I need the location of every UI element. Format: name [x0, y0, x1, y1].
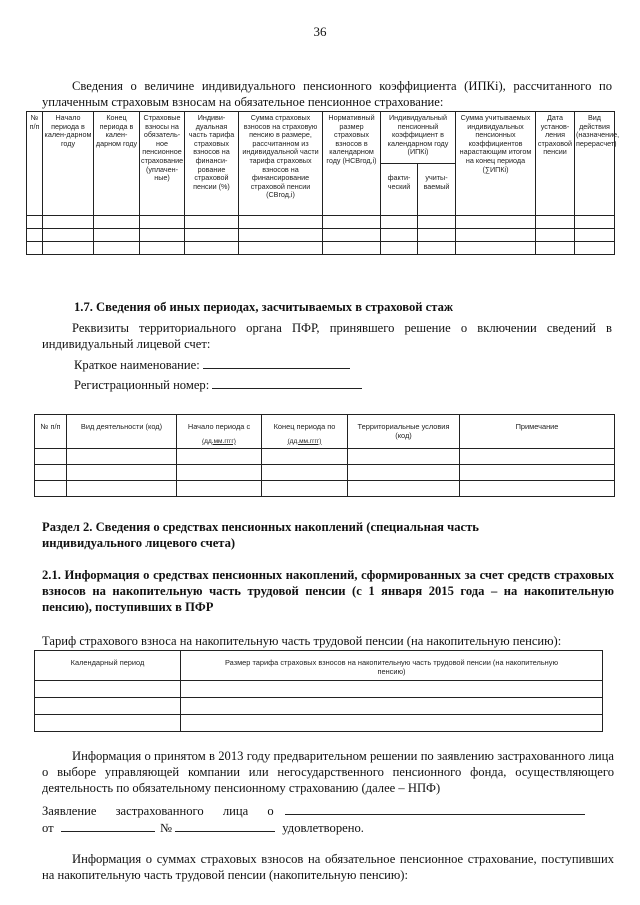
op-col-activity: Вид деятельности (код): [67, 415, 177, 449]
reg-number-row: [74, 377, 474, 393]
tariff-col-size: Размер тарифа страховых взносов на накопительную часть трудовой пенсии (на накопительную пенсию): [181, 651, 603, 681]
s17-heading: 1.7. Сведения об иных периодах, засчитываемых в страховой стаж: [74, 300, 453, 314]
ipk-col-norm: Нормативный размер страховых взносов в календарном году (НСВгод,i): [323, 112, 381, 216]
table-row: [27, 242, 615, 255]
satisfied-text: удовлетворено.: [282, 821, 364, 835]
ipk-col-start: Начало периода в кален-дарном году: [43, 112, 94, 216]
short-name-label: Краткое наименование:: [74, 358, 200, 372]
page-number: 36: [313, 24, 327, 39]
table-row: [27, 229, 615, 242]
op-col-end-format: (дд.мм.гггг): [287, 437, 322, 445]
reg-number-label: Регистрационный номер:: [74, 378, 210, 392]
ipk-col-counted: учиты-ваемый: [418, 164, 456, 216]
table-row: [35, 449, 615, 465]
op-col-end-label: Конец периода по: [273, 422, 336, 431]
table-row: [35, 698, 603, 715]
ipk-col-action: Вид действия (назначение, перерасчет): [575, 112, 615, 216]
op-col-start: [177, 415, 262, 449]
short-name-field[interactable]: [203, 358, 350, 369]
number-label: №: [159, 821, 172, 835]
from-label: от: [42, 821, 54, 835]
decision-info: Информация о принятом в 2013 году предварительном решении по заявлению застрахованного лица о выборе управляющей компании или негосударственного пенсионного фонда, осуществляющего деятельность по обязательному пенсионному страхованию (далее – НПФ): [42, 749, 614, 795]
op-col-start-label: Начало периода с: [187, 422, 251, 431]
statement-date-field[interactable]: [61, 821, 155, 832]
ipk-intro: Сведения о величине индивидуального пенсионного коэффициента (ИПКi), рассчитанного по уплаченным страховым взносам на обязательное пенсионное страхование:: [42, 79, 612, 109]
table-row: [35, 481, 615, 497]
sums-info: Информация о суммах страховых взносов на обязательное пенсионное страхование, поступивших на накопительную часть трудовой пенсии (накопительную пенсию):: [42, 852, 614, 882]
statement-number-field[interactable]: [175, 821, 275, 832]
reg-number-field[interactable]: [212, 378, 362, 389]
table-row: [35, 465, 615, 481]
other-periods-table: [34, 414, 615, 497]
ipk-col-sum: Сумма страховых взносов на страховую пенсию в размере, рассчитанном из индивидуальной части тарифа страховых взносов на финансирование страховой пенсии (СВгод,i): [239, 112, 323, 216]
ipk-col-contrib: Страховые взносы на обязатель-ное пенсионное страхование (уплачен-ные): [140, 112, 185, 216]
op-col-territorial: Территориальные условия (код): [348, 415, 460, 449]
statement-subject-field[interactable]: [285, 804, 585, 815]
ipk-table: [26, 111, 620, 255]
table-row: [35, 681, 603, 698]
tariff-intro: Тариф страхового взноса на накопительную часть трудовой пенсии (на накопительную пенсию):: [42, 634, 562, 648]
table-row: [35, 715, 603, 732]
op-col-start-format: (дд.мм.гггг): [202, 437, 236, 445]
op-col-num: № п/п: [35, 415, 67, 449]
ipk-col-tariff: Индиви-дуальная часть тарифа страховых взносов на финанси-рование страховой пенсии (%): [185, 112, 239, 216]
ipk-col-actual: факти-ческий: [381, 164, 418, 216]
s17-requisites: Реквизиты территориального органа ПФР, принявшего решение о включении сведений в индивидуальный лицевой счет:: [42, 321, 612, 351]
tariff-table: [34, 650, 603, 732]
statement-from-row: [42, 820, 614, 836]
ipk-col-total: Сумма учитываемых индивидуальных пенсионных коэффициентов нарастающим итогом на конец периода (∑ИПКi): [456, 112, 536, 216]
op-col-end: [262, 415, 348, 449]
ipk-col-num: № п/п: [27, 112, 43, 216]
statement-label: Заявление застрахованного лица о: [42, 804, 274, 818]
ipk-col-date: Дата установ-ления страховой пенсии: [536, 112, 575, 216]
section2-heading: Раздел 2. Сведения о средствах пенсионных накоплений (специальная часть индивидуального лицевого счета): [42, 520, 479, 550]
op-col-note: Примечание: [460, 415, 615, 449]
ipk-col-group: Индивидуальный пенсионный коэффициент в календарном году (ИПКi): [381, 112, 456, 164]
short-name-row: [74, 357, 474, 373]
tariff-col-period: Календарный период: [35, 651, 181, 681]
s21-heading: 2.1. Информация о средствах пенсионных накоплений, сформированных за счет средств страховых взносов на накопительную часть трудовой пенсии (с 1 января 2015 года – на накопительную пенсию), поступивших в ПФР: [42, 568, 614, 614]
statement-row: [42, 803, 614, 819]
ipk-col-end: Конец периода в кален-дарном году: [94, 112, 140, 216]
table-row: [27, 216, 615, 229]
